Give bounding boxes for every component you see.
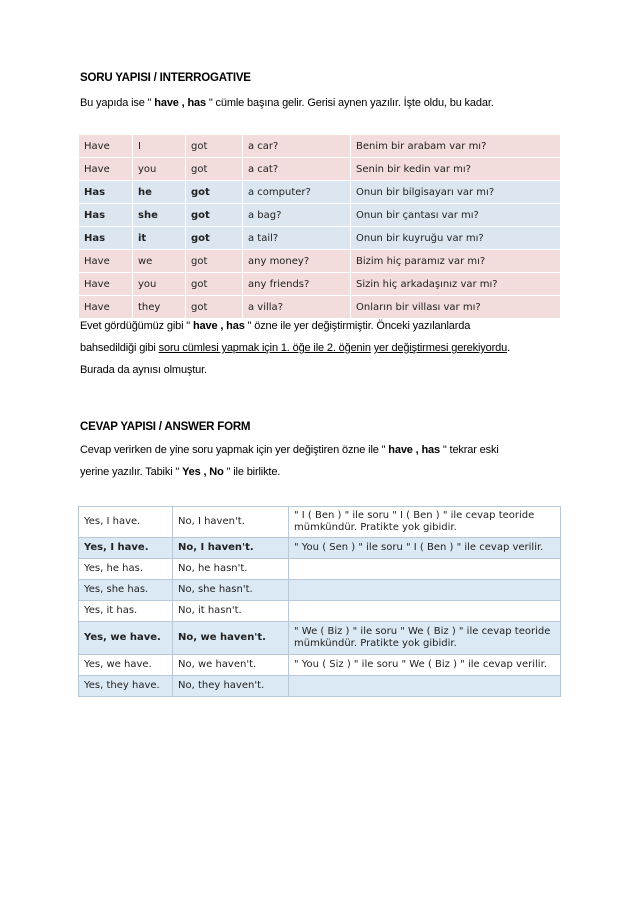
explanation-line-2: bahsedildiği gibi soru cümlesi yapmak için 1. öğe ile 2. öğenin yer değiştirmesi gerekiyordu. xyxy=(80,342,510,354)
table-cell: a car? xyxy=(243,135,351,158)
table-cell: got xyxy=(186,135,243,158)
table-cell: Onun bir çantası var mı? xyxy=(351,204,561,227)
table-cell: Bizim hiç paramız var mı? xyxy=(351,250,561,273)
table-cell: Have xyxy=(79,135,133,158)
table-cell: Yes, it has. xyxy=(79,601,173,622)
table-row xyxy=(79,227,561,250)
section2-line-1: Cevap verirken de yine soru yapmak için yer değiştiren özne ile " have , has " tekrar eski xyxy=(80,444,499,456)
table-cell: No, I haven't. xyxy=(173,538,289,559)
table-cell: it xyxy=(133,227,186,250)
table-cell: got xyxy=(186,181,243,204)
section2-line-2: yerine yazılır. Tabiki " Yes , No " ile birlikte. xyxy=(80,466,281,478)
table-cell: got xyxy=(186,273,243,296)
table-cell: No, he hasn't. xyxy=(173,559,289,580)
table-cell: they xyxy=(133,296,186,319)
section1-heading: SORU YAPISI / INTERROGATIVE xyxy=(80,72,251,84)
table-cell: " We ( Biz ) " ile soru " We ( Biz ) " ile cevap teoride mümkündür. Pratikte yok gibidir. xyxy=(289,622,561,655)
table-cell: a computer? xyxy=(243,181,351,204)
table-cell: Has xyxy=(79,181,133,204)
explanation-line-3: Burada da aynısı olmuştur. xyxy=(80,364,207,376)
section1-intro: Bu yapıda ise " have , has " cümle başına gelir. Gerisi aynen yazılır. İşte oldu, bu kadar. xyxy=(80,97,494,109)
table-cell: Yes, I have. xyxy=(79,538,173,559)
table-row xyxy=(79,181,561,204)
table-cell: Yes, we have. xyxy=(79,622,173,655)
table-cell xyxy=(289,559,561,580)
table-cell: No, I haven't. xyxy=(173,507,289,538)
table-row xyxy=(79,204,561,227)
table-cell: Yes, they have. xyxy=(79,676,173,697)
table-cell: got xyxy=(186,158,243,181)
interrogative-table xyxy=(78,134,561,319)
table-row xyxy=(79,273,561,296)
table-cell: Sizin hiç arkadaşınız var mı? xyxy=(351,273,561,296)
table-row xyxy=(79,507,561,538)
explanation-line-1: Evet gördüğümüz gibi " have , has " özne ile yer değiştirmiştir. Önceki yazılanlarda xyxy=(80,320,471,332)
table-cell: got xyxy=(186,250,243,273)
table-cell: Onun bir kuyruğu var mı? xyxy=(351,227,561,250)
table-cell: Has xyxy=(79,204,133,227)
table-cell: Yes, we have. xyxy=(79,655,173,676)
table-cell: Have xyxy=(79,296,133,319)
table-cell: she xyxy=(133,204,186,227)
table-cell: a cat? xyxy=(243,158,351,181)
table-cell: No, they haven't. xyxy=(173,676,289,697)
table-cell: Benim bir arabam var mı? xyxy=(351,135,561,158)
table-cell: we xyxy=(133,250,186,273)
table-cell: got xyxy=(186,227,243,250)
table-cell: Has xyxy=(79,227,133,250)
table-cell: any money? xyxy=(243,250,351,273)
table-row xyxy=(79,676,561,697)
table-cell: any friends? xyxy=(243,273,351,296)
answer-form-table xyxy=(78,506,561,697)
table-cell: Yes, I have. xyxy=(79,507,173,538)
table-cell xyxy=(289,601,561,622)
table-cell: " You ( Siz ) " ile soru " We ( Biz ) " ile cevap verilir. xyxy=(289,655,561,676)
table-cell: Yes, she has. xyxy=(79,580,173,601)
table-row xyxy=(79,580,561,601)
table-cell: he xyxy=(133,181,186,204)
table-cell xyxy=(289,676,561,697)
table-row xyxy=(79,601,561,622)
table-cell: No, she hasn't. xyxy=(173,580,289,601)
section2-heading: CEVAP YAPISI / ANSWER FORM xyxy=(80,421,251,433)
table-cell: Onun bir bilgisayarı var mı? xyxy=(351,181,561,204)
table-cell: a villa? xyxy=(243,296,351,319)
table-cell: a tail? xyxy=(243,227,351,250)
table-row xyxy=(79,655,561,676)
table-cell: Have xyxy=(79,273,133,296)
table-row xyxy=(79,250,561,273)
table-cell: No, we haven't. xyxy=(173,655,289,676)
table-cell: Onların bir villası var mı? xyxy=(351,296,561,319)
table-cell: I xyxy=(133,135,186,158)
table-cell: got xyxy=(186,204,243,227)
table-cell: got xyxy=(186,296,243,319)
table-cell: you xyxy=(133,158,186,181)
table-cell: you xyxy=(133,273,186,296)
table-cell: Yes, he has. xyxy=(79,559,173,580)
table-cell: " You ( Sen ) " ile soru " I ( Ben ) " ile cevap verilir. xyxy=(289,538,561,559)
table-cell xyxy=(289,580,561,601)
table-cell: " I ( Ben ) " ile soru " I ( Ben ) " ile cevap teoride mümkündür. Pratikte yok gibidir. xyxy=(289,507,561,538)
table-row xyxy=(79,559,561,580)
table-cell: No, it hasn't. xyxy=(173,601,289,622)
table-cell: Have xyxy=(79,158,133,181)
table-cell: Senin bir kedin var mı? xyxy=(351,158,561,181)
table-cell: No, we haven't. xyxy=(173,622,289,655)
table-cell: a bag? xyxy=(243,204,351,227)
table-row xyxy=(79,135,561,158)
table-cell: Have xyxy=(79,250,133,273)
table-row xyxy=(79,158,561,181)
table-row xyxy=(79,622,561,655)
table-row xyxy=(79,538,561,559)
